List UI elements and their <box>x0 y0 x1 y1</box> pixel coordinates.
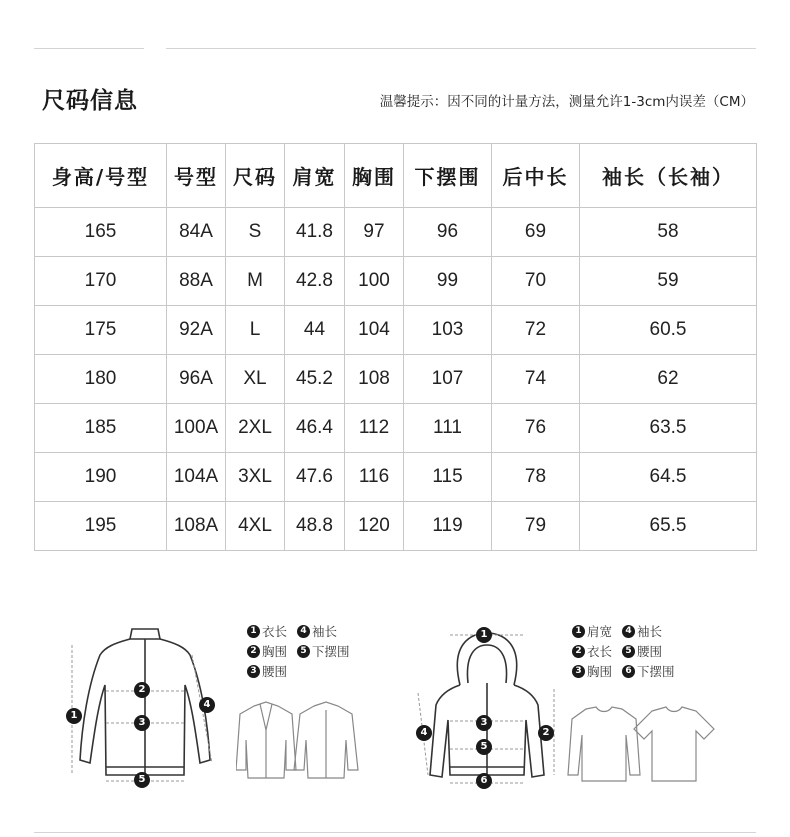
legend-label-waist: 腰围 <box>262 663 288 679</box>
cell-shoulder: 41.8 <box>285 208 345 257</box>
cell-sleeve: 60.5 <box>580 306 757 355</box>
cell-back-length: 72 <box>492 306 580 355</box>
marker-4: 4 <box>416 725 432 741</box>
table-header-row <box>35 144 757 208</box>
cell-sleeve: 58 <box>580 208 757 257</box>
cell-sleeve: 64.5 <box>580 453 757 502</box>
blazer-shirt-sketch <box>236 700 361 780</box>
cell-size: 3XL <box>226 453 285 502</box>
cell-chest: 116 <box>345 453 404 502</box>
legend-label-sleeve: 袖长 <box>312 623 338 639</box>
legend-num: 4 <box>297 625 310 638</box>
legend-num: 5 <box>622 645 635 658</box>
cell-height: 195 <box>35 502 167 551</box>
marker-4: 4 <box>199 697 215 713</box>
legend-num: 1 <box>572 625 585 638</box>
cell-height: 190 <box>35 453 167 502</box>
cell-size: XL <box>226 355 285 404</box>
cell-back-length: 74 <box>492 355 580 404</box>
legend-num: 3 <box>247 665 260 678</box>
cell-chest: 112 <box>345 404 404 453</box>
legend-num: 5 <box>297 645 310 658</box>
marker-3: 3 <box>134 715 150 731</box>
cell-shoulder: 48.8 <box>285 502 345 551</box>
measurement-tip: 温馨提示：因不同的计量方法，测量允许1-3cm内误差（CM） <box>379 94 754 110</box>
cell-sleeve: 63.5 <box>580 404 757 453</box>
cell-height: 170 <box>35 257 167 306</box>
table-row <box>35 257 757 306</box>
cell-model: 104A <box>167 453 226 502</box>
table-row <box>35 453 757 502</box>
legend-right <box>572 621 681 681</box>
marker-2: 2 <box>538 725 554 741</box>
cell-model: 108A <box>167 502 226 551</box>
header-hem: 下摆围 <box>404 144 492 208</box>
legend-num: 6 <box>622 665 635 678</box>
cell-shoulder: 44 <box>285 306 345 355</box>
legend-left <box>247 621 356 681</box>
header-chest: 胸围 <box>345 144 404 208</box>
cell-chest: 100 <box>345 257 404 306</box>
cell-chest: 97 <box>345 208 404 257</box>
legend-label-jacket-length: 衣长 <box>587 643 613 659</box>
cell-size: S <box>226 208 285 257</box>
cell-height: 180 <box>35 355 167 404</box>
cell-model: 88A <box>167 257 226 306</box>
size-table <box>34 143 757 551</box>
marker-5: 5 <box>476 739 492 755</box>
legend-label-hem: 下摆围 <box>312 643 350 659</box>
header-size: 尺码 <box>226 144 285 208</box>
cell-sleeve: 65.5 <box>580 502 757 551</box>
header-height: 身高/号型 <box>35 144 167 208</box>
cell-hem: 107 <box>404 355 492 404</box>
legend-num: 1 <box>247 625 260 638</box>
cell-size: M <box>226 257 285 306</box>
cell-height: 185 <box>35 404 167 453</box>
legend-label-chest: 胸围 <box>587 663 613 679</box>
header-back-length: 后中长 <box>492 144 580 208</box>
cell-shoulder: 42.8 <box>285 257 345 306</box>
cell-shoulder: 45.2 <box>285 355 345 404</box>
marker-2: 2 <box>134 682 150 698</box>
cell-back-length: 76 <box>492 404 580 453</box>
cell-shoulder: 47.6 <box>285 453 345 502</box>
cell-size: 4XL <box>226 502 285 551</box>
cell-model: 100A <box>167 404 226 453</box>
table-row <box>35 404 757 453</box>
hoodie-measure-diagram <box>410 625 565 795</box>
marker-1: 1 <box>66 708 82 724</box>
legend-label-waist: 腰围 <box>637 643 663 659</box>
legend-label-jacket-length: 衣长 <box>262 623 288 639</box>
legend-label-hem: 下摆围 <box>637 663 675 679</box>
cell-chest: 104 <box>345 306 404 355</box>
cell-hem: 99 <box>404 257 492 306</box>
cell-hem: 119 <box>404 502 492 551</box>
legend-num: 2 <box>572 645 585 658</box>
marker-3: 3 <box>476 715 492 731</box>
cell-height: 175 <box>35 306 167 355</box>
cell-shoulder: 46.4 <box>285 404 345 453</box>
header-shoulder: 肩宽 <box>285 144 345 208</box>
legend-num: 3 <box>572 665 585 678</box>
legend-num: 2 <box>247 645 260 658</box>
legend-label-sleeve: 袖长 <box>637 623 663 639</box>
table-row <box>35 306 757 355</box>
cell-model: 84A <box>167 208 226 257</box>
cell-hem: 103 <box>404 306 492 355</box>
cell-model: 92A <box>167 306 226 355</box>
cell-hem: 111 <box>404 404 492 453</box>
cell-size: 2XL <box>226 404 285 453</box>
cell-chest: 108 <box>345 355 404 404</box>
cell-back-length: 69 <box>492 208 580 257</box>
sweater-tshirt-sketch <box>566 705 716 785</box>
cell-back-length: 79 <box>492 502 580 551</box>
legend-label-shoulder: 肩宽 <box>587 623 613 639</box>
table-row <box>35 502 757 551</box>
cell-back-length: 70 <box>492 257 580 306</box>
cell-sleeve: 59 <box>580 257 757 306</box>
cell-chest: 120 <box>345 502 404 551</box>
header-model: 号型 <box>167 144 226 208</box>
header-sleeve: 袖长（长袖） <box>580 144 757 208</box>
top-divider-left <box>34 48 144 49</box>
cell-sleeve: 62 <box>580 355 757 404</box>
marker-1: 1 <box>476 627 492 643</box>
bottom-divider <box>34 832 756 833</box>
top-divider-right <box>166 48 756 49</box>
table-row <box>35 355 757 404</box>
cell-hem: 115 <box>404 453 492 502</box>
page-title: 尺码信息 <box>42 88 138 114</box>
cell-back-length: 78 <box>492 453 580 502</box>
cell-height: 165 <box>35 208 167 257</box>
marker-5: 5 <box>134 772 150 788</box>
cell-model: 96A <box>167 355 226 404</box>
marker-6: 6 <box>476 773 492 789</box>
cell-hem: 96 <box>404 208 492 257</box>
legend-label-chest: 胸围 <box>262 643 288 659</box>
table-row <box>35 208 757 257</box>
cell-size: L <box>226 306 285 355</box>
legend-num: 4 <box>622 625 635 638</box>
